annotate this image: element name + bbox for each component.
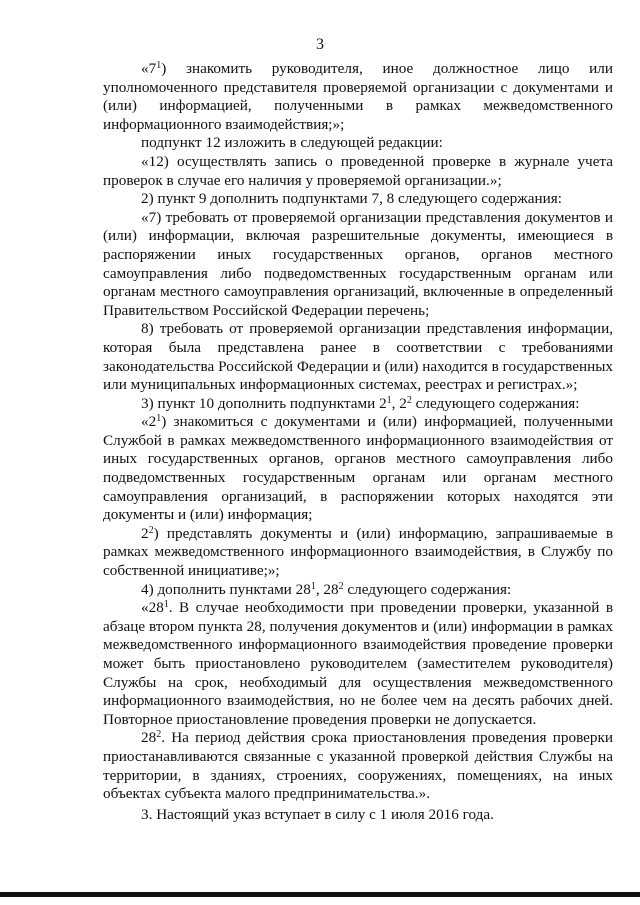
paragraph-text: ) представлять документы и (или) информацию, запрашиваемые в рамках межведомственного информационного взаимодействия, в Службу по собственной инициативе;»; — [103, 524, 613, 580]
paragraph-text: следующего содержания: — [411, 394, 580, 412]
paragraph-text: ) знакомить руководителя, иное должностное лицо или уполномоченного представителя проверяемой организации с документами и (или) информацией, полученными в рамках межведомственного информационного взаимодействия;»; — [103, 60, 613, 133]
paragraph-text: «28 — [141, 599, 164, 617]
superscript-index: 1 — [310, 580, 316, 592]
paragraph — [103, 134, 613, 153]
paragraph-text: 2) пункт 9 дополнить подпунктами 7, 8 следующего содержания: — [141, 190, 562, 208]
paragraph — [103, 190, 613, 209]
paragraph — [103, 153, 613, 190]
paragraph — [103, 320, 613, 394]
paragraph — [103, 413, 613, 525]
paragraph-text: ) знакомиться с документами и (или) информацией, полученными Службой в рамках межведомственного информационного взаимодействия от иных государственных органов, органов местного самоуправления либо подведомственных государственным органам или органам местного самоуправления организаций, в распоряжении которых находятся эти документы и (или) информация; — [103, 413, 613, 524]
paragraph-text: «7) требовать от проверяемой организации представления документов и (или) информации, включая разрешительные документы, имеющиеся в распоряжении иных государственных органов, органов местного самоуправления либо подведомственных государственным органам или органам местного самоуправления организаций, включенные в определенный Правительством Российской Федерации перечень; — [103, 208, 613, 319]
superscript-index: 1 — [163, 599, 169, 611]
paragraph-text: 4) дополнить пунктами 28 — [141, 580, 311, 598]
paragraph — [103, 395, 613, 414]
superscript-index: 1 — [156, 60, 162, 71]
paragraph-text: , 2 — [391, 394, 407, 412]
superscript-index: 1 — [156, 413, 162, 425]
paragraph-text: , 28 — [315, 580, 339, 598]
paragraph-text: . В случае необходимости при проведении проверки, указанной в абзаце втором пункта 28, получения документов и (или) информации в рамках межведомственного информационного взаимодействия проведение проверки может быть приостановлено руководителем (заместителем руководителя) Службы на срок, необходимый для осуществления межведомственного информационного взаимодействия, но не более чем на десять рабочих дней. Повторное приостановление проведения проверки не допускается. — [103, 599, 613, 728]
paragraph-text: следующего содержания: — [343, 580, 512, 598]
superscript-index: 2 — [148, 524, 154, 536]
superscript-index: 2 — [406, 394, 412, 406]
paragraph-text: 8) требовать от проверяемой организации представления информации, которая была представлена ранее в соответствии с требованиями законодательства Российской Федерации и (или) находится в государственных или муниципальных информационных системах, реестрах и регистрах.»; — [103, 320, 613, 394]
paragraph — [103, 525, 613, 581]
paragraph — [103, 581, 613, 600]
paragraph-text: «12) осуществлять запись о проведенной проверке в журнале учета проверок в случае его наличия у проверяемой организации.»; — [103, 152, 613, 189]
paragraph-text: 28 — [141, 729, 157, 747]
superscript-index: 2 — [338, 580, 344, 592]
paragraph-text: 3) пункт 10 дополнить подпунктами 2 — [141, 394, 387, 412]
paragraph — [103, 806, 613, 825]
page-number: 3 — [316, 36, 324, 53]
document-body — [103, 60, 613, 824]
paragraph-text: «2 — [141, 413, 157, 431]
paragraph — [103, 599, 613, 729]
paragraph-text: «7 — [141, 60, 157, 77]
superscript-index: 2 — [156, 729, 162, 741]
paragraph — [103, 60, 613, 134]
paragraph-text: . На период действия срока приостановления проведения проверки приостанавливаются связанные с указанной проверкой действия Службы на территории, в зданиях, строениях, сооружениях, помещениях, на иных объектах субъекта малого предпринимательства.». — [103, 729, 613, 803]
paragraph-text: подпункт 12 изложить в следующей редакции: — [141, 134, 443, 152]
page-edge-rule — [0, 892, 640, 897]
paragraph-text: 2 — [141, 524, 149, 542]
superscript-index: 1 — [386, 394, 392, 406]
paragraph-text: 3. Настоящий указ вступает в силу с 1 июля 2016 года. — [141, 805, 494, 823]
paragraph — [103, 729, 613, 803]
paragraph — [103, 209, 613, 321]
